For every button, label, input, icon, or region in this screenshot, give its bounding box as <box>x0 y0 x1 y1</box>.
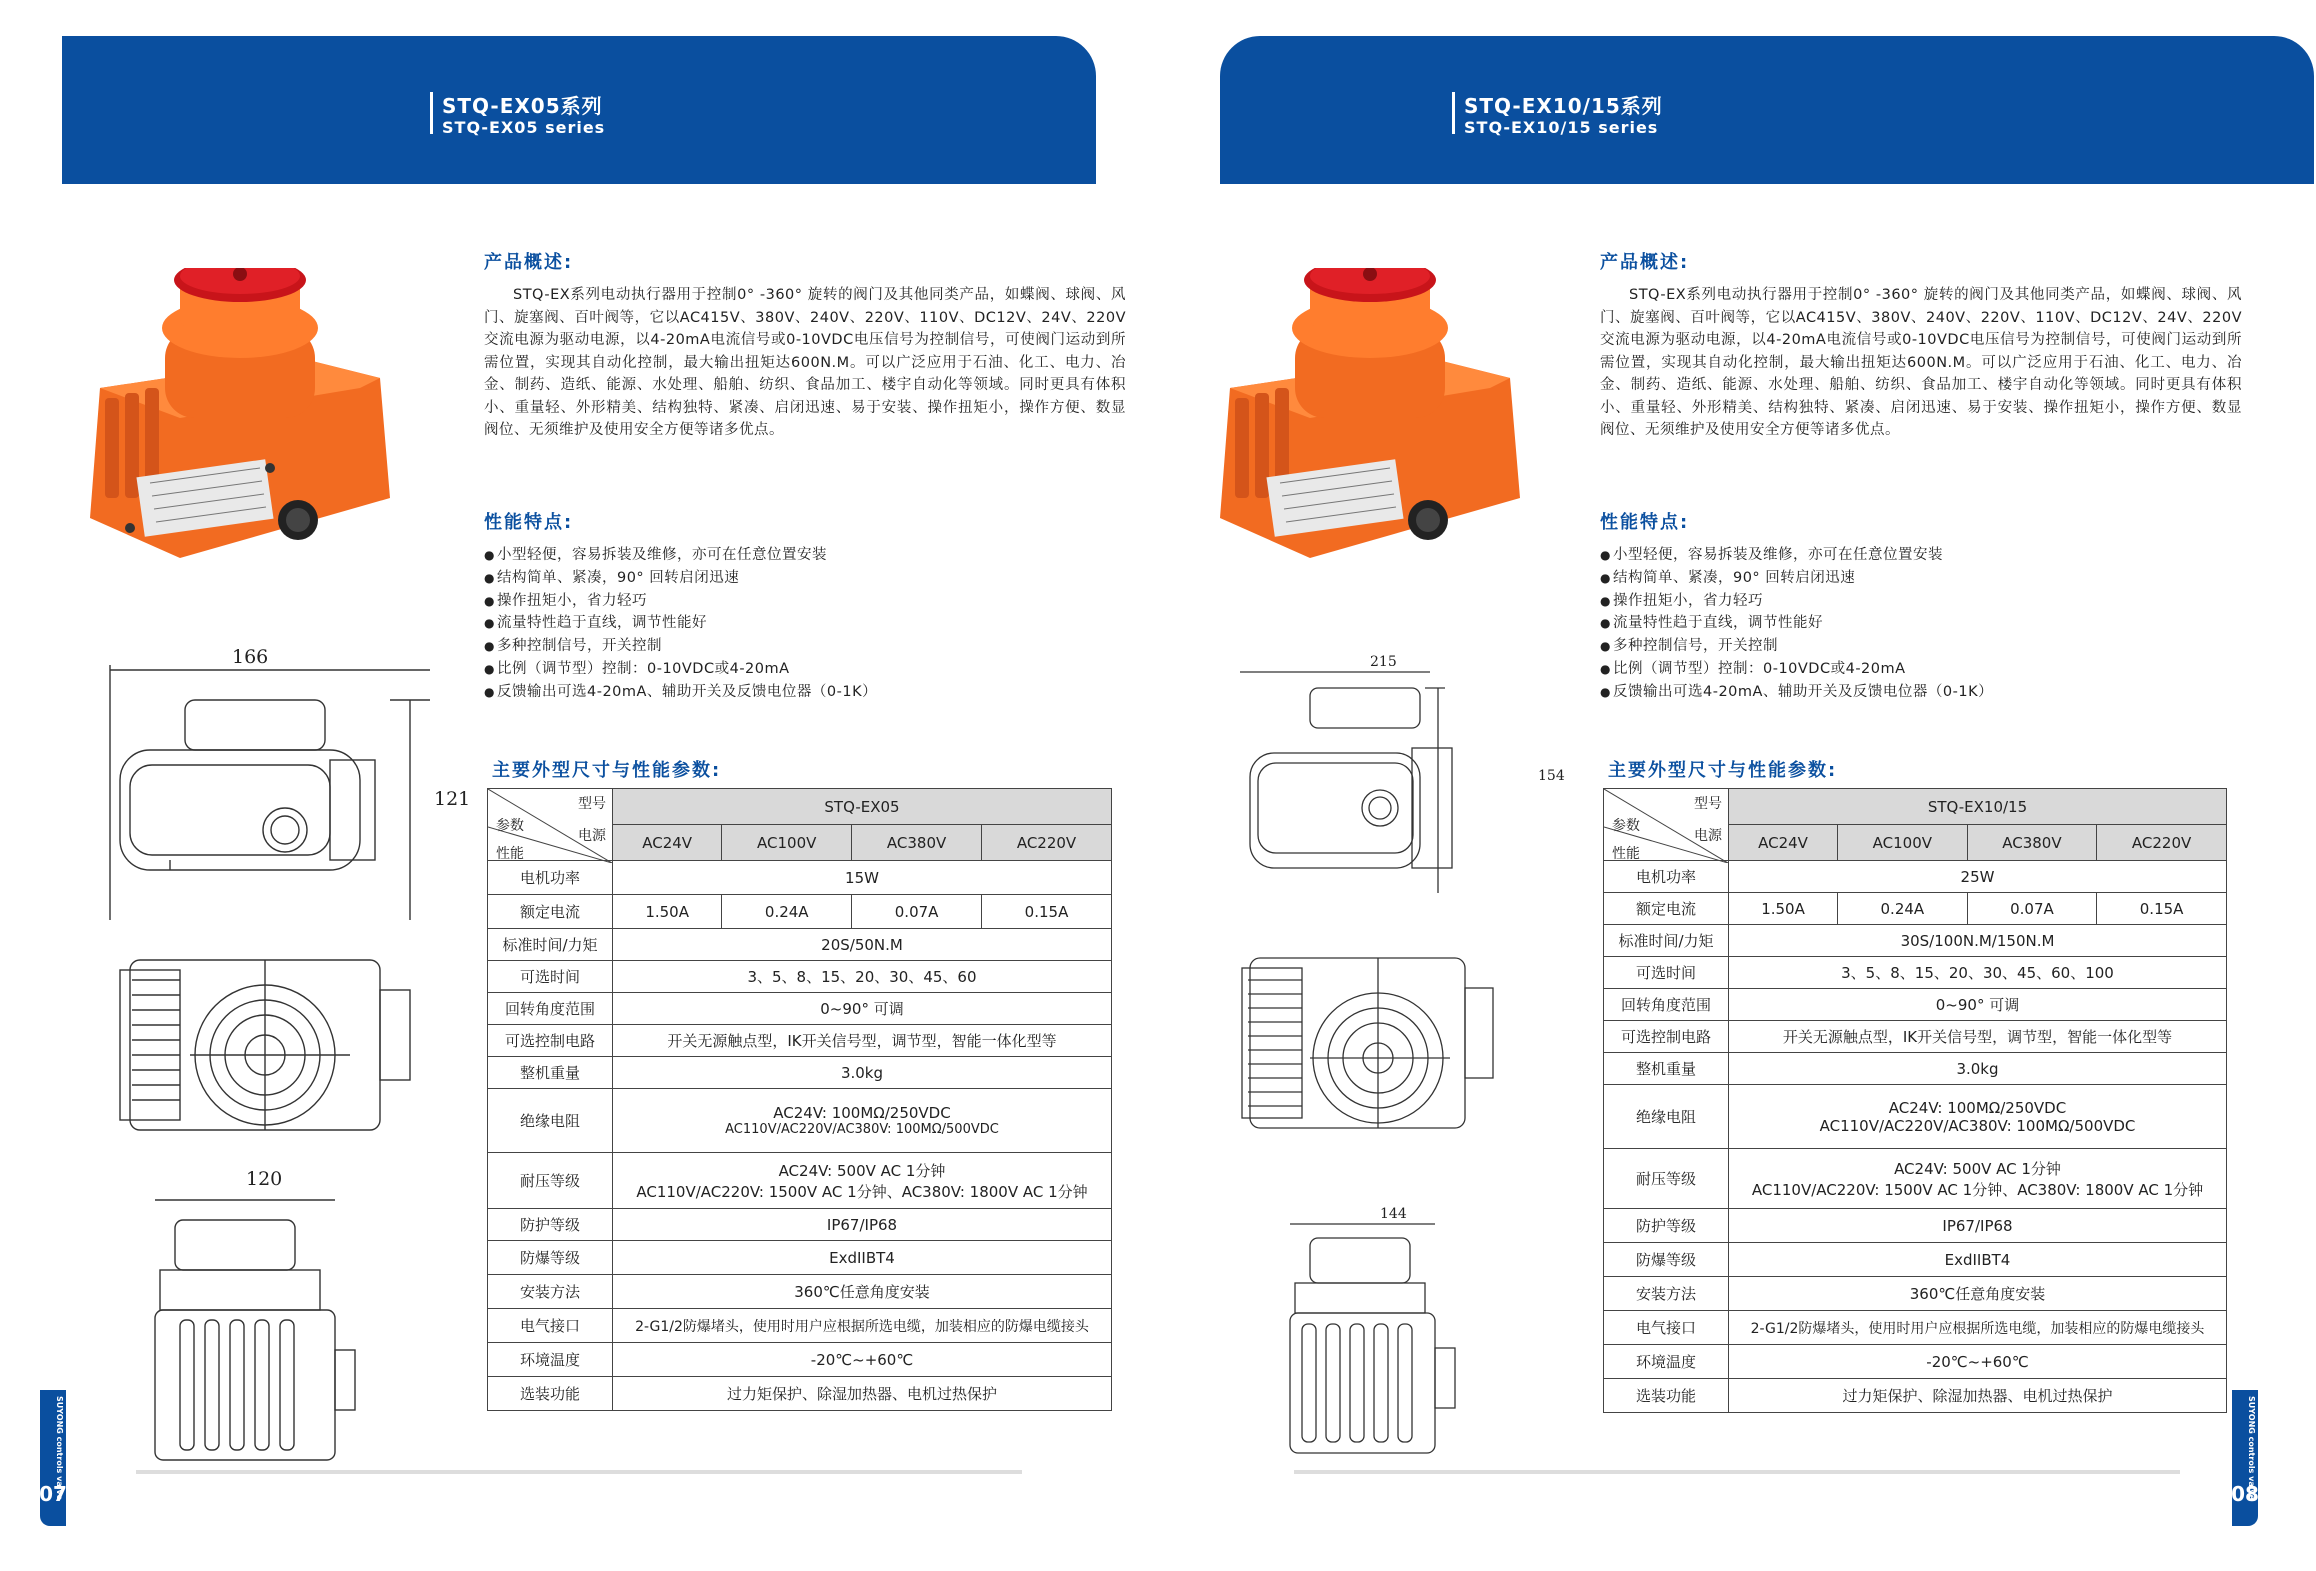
feature-item: ● 小型轻便，容易拆装及维修，亦可在任意位置安装 <box>1600 544 2240 567</box>
actuator-photo <box>80 268 450 568</box>
row-label: 安装方法 <box>1604 1277 1729 1311</box>
row-label: 可选控制电路 <box>1604 1021 1729 1053</box>
feature-item: ● 结构简单、紧凑，90° 回转启闭迅速 <box>1600 567 2240 590</box>
row-value: 0~90° 可调 <box>1729 989 2227 1021</box>
row-value: 360℃任意角度安装 <box>613 1275 1112 1309</box>
dimension-depth-label: 120 <box>246 1168 283 1190</box>
feature-item: ● 小型轻便，容易拆装及维修，亦可在任意位置安装 <box>484 544 1124 567</box>
series-title-cn: STQ-EX05系列 <box>442 94 603 118</box>
row-value-line: AC110V/AC220V/AC380V: 100MΩ/500VDC <box>725 1122 999 1137</box>
row-value: 20S/50N.M <box>613 929 1112 961</box>
footer-rule <box>136 1470 1022 1474</box>
row-label: 整机重量 <box>1604 1053 1729 1085</box>
row-value-multiline <box>1729 1085 2227 1149</box>
feature-item: ● 多种控制信号，开关控制 <box>1600 635 2240 658</box>
row-label: 绝缘电阻 <box>1604 1085 1729 1149</box>
feature-item: ● 操作扭矩小，省力轻巧 <box>484 590 1124 613</box>
feature-list <box>1600 544 2240 704</box>
overview-text: STQ-EX系列电动执行器用于控制0° -360° 旋转的阀门及其他同类产品，如蝶阀、球阀、风门、旋塞阀、百叶阀等，它以AC415V、380V、240V、220V、110V、DC12V、24V、220V交流电源为驱动电源，以4-20mA电流信号或0-10VDC电压信号为控制信号，可使阀门运动到所需位置，实现其自动化控制，最大输出扭矩达600N.M。可以广泛应用于石油、化工、电力、冶金、制药、造纸、能源、水处理、船舶、纺织、食品加工、楼宇自动化等领域。同时更具有体积小、重量轻、外形精美、结构独特、紧凑、启闭迅速、易于安装、操作扭矩小，操作方便、数显阀位、无须维护及使用安全方便等诸多优点。 <box>1600 287 2242 438</box>
row-value: 1.50A <box>1729 893 1838 925</box>
row-value-line: AC110V/AC220V/AC380V: 100MΩ/500VDC <box>1819 1116 2136 1135</box>
feature-item: ● 比例（调节型）控制：0-10VDC或4-20mA <box>484 658 1124 681</box>
row-value: 开关无源触点型，IK开关信号型，调节型，智能一体化型等 <box>1729 1021 2227 1053</box>
row-label: 整机重量 <box>488 1057 613 1089</box>
row-value: 30S/100N.M/150N.M <box>1729 925 2227 957</box>
dimension-height-label: 121 <box>434 788 471 810</box>
row-label: 安装方法 <box>488 1275 613 1309</box>
voltage-header: AC100V <box>1838 825 1968 861</box>
row-label: 可选控制电路 <box>488 1025 613 1057</box>
row-value-line: AC110V/AC220V: 1500V AC 1分钟、AC380V: 1800V AC 1分钟 <box>1751 1180 2204 1199</box>
row-label: 耐压等级 <box>1604 1149 1729 1209</box>
row-value: 0.15A <box>982 895 1112 929</box>
feature-item: ● 反馈输出可选4-20mA、辅助开关及反馈电位器（0-1K） <box>1600 681 2240 704</box>
overview-title: 产品概述: <box>484 252 574 273</box>
row-value: IP67/IP68 <box>1729 1209 2227 1243</box>
row-value: 0~90° 可调 <box>613 993 1112 1025</box>
corner-perf: 性能 <box>1612 846 1640 862</box>
row-value: 开关无源触点型，IK开关信号型，调节型，智能一体化型等 <box>613 1025 1112 1057</box>
page-tab <box>40 1390 66 1526</box>
row-label: 环境温度 <box>1604 1345 1729 1379</box>
dimension-height-label: 154 <box>1538 768 1565 784</box>
table-corner <box>1604 789 1729 861</box>
feature-item: ● 操作扭矩小，省力轻巧 <box>1600 590 2240 613</box>
technical-drawings <box>100 660 440 1500</box>
feature-item: ● 结构简单、紧凑，90° 回转启闭迅速 <box>484 567 1124 590</box>
feature-item: ● 反馈输出可选4-20mA、辅助开关及反馈电位器（0-1K） <box>484 681 1124 704</box>
row-label: 耐压等级 <box>488 1153 613 1209</box>
corner-power: 电源 <box>578 828 606 844</box>
row-value-line: AC24V: 500V AC 1分钟 <box>1894 1159 2061 1178</box>
brand-vertical-text: SUYONG controls valve <box>2247 1396 2256 1501</box>
row-value: 3.0kg <box>613 1057 1112 1089</box>
features-title: 性能特点: <box>484 512 574 533</box>
model-header: STQ-EX05 <box>613 789 1112 825</box>
row-value: -20℃~+60℃ <box>613 1343 1112 1377</box>
row-value: 1.50A <box>613 895 722 929</box>
row-value-line: AC24V: 100MΩ/250VDC <box>1888 1098 2067 1117</box>
model-header: STQ-EX10/15 <box>1729 789 2227 825</box>
brand-vertical-text: SUYONG controls valve <box>55 1396 64 1501</box>
row-value-multiline <box>613 1089 1112 1153</box>
corner-model: 型号 <box>1694 796 1722 812</box>
feature-item: ● 流量特性趋于直线，调节性能好 <box>1600 612 2240 635</box>
feature-item: ● 多种控制信号，开关控制 <box>484 635 1124 658</box>
header-banner <box>62 36 1096 184</box>
corner-model: 型号 <box>578 796 606 812</box>
row-value: 2-G1/2防爆堵头，使用时用户应根据所选电缆，加装相应的防爆电缆接头 <box>613 1309 1112 1343</box>
table-title: 主要外型尺寸与性能参数: <box>1608 760 1838 781</box>
table-title: 主要外型尺寸与性能参数: <box>492 760 722 781</box>
technical-drawings <box>1240 668 1540 1488</box>
header-banner <box>1220 36 2314 184</box>
series-title-en: STQ-EX10/15 series <box>1464 118 1659 137</box>
row-value: 过力矩保护、除湿加热器、电机过热保护 <box>1729 1379 2227 1413</box>
row-label: 可选时间 <box>1604 957 1729 989</box>
dimension-depth-label: 144 <box>1380 1206 1407 1222</box>
overview-text: STQ-EX系列电动执行器用于控制0° -360° 旋转的阀门及其他同类产品，如蝶阀、球阀、风门、旋塞阀、百叶阀等，它以AC415V、380V、240V、220V、110V、DC12V、24V、220V交流电源为驱动电源，以4-20mA电流信号或0-10VDC电压信号为控制信号，可使阀门运动到所需位置，实现其自动化控制，最大输出扭矩达600N.M。可以广泛应用于石油、化工、电力、冶金、制药、造纸、能源、水处理、船舶、纺织、食品加工、楼宇自动化等领域。同时更具有体积小、重量轻、外形精美、结构独特、紧凑、启闭迅速、易于安装、操作扭矩小，操作方便、数显阀位、无须维护及使用安全方便等诸多优点。 <box>484 287 1126 438</box>
row-value-line: AC24V: 100MΩ/250VDC <box>773 1104 951 1122</box>
row-label: 防护等级 <box>488 1209 613 1241</box>
voltage-header: AC380V <box>852 825 982 861</box>
row-label: 额定电流 <box>1604 893 1729 925</box>
series-title-en: STQ-EX05 series <box>442 118 606 137</box>
banner-divider <box>430 92 433 134</box>
row-label: 标准时间/力矩 <box>1604 925 1729 957</box>
table-corner <box>488 789 613 861</box>
voltage-header: AC100V <box>722 825 852 861</box>
row-label: 防护等级 <box>1604 1209 1729 1243</box>
row-label: 可选时间 <box>488 961 613 993</box>
corner-param: 参数 <box>496 818 524 834</box>
dimension-width-label: 215 <box>1370 654 1397 670</box>
overview-title: 产品概述: <box>1600 252 1690 273</box>
corner-power: 电源 <box>1694 828 1722 844</box>
row-label: 绝缘电阻 <box>488 1089 613 1153</box>
row-label: 电机功率 <box>488 861 613 895</box>
dimension-width-label: 166 <box>232 646 269 668</box>
page-tab <box>2232 1390 2258 1526</box>
row-label: 回转角度范围 <box>1604 989 1729 1021</box>
feature-list <box>484 544 1124 704</box>
row-label: 电机功率 <box>1604 861 1729 893</box>
row-label: 电气接口 <box>1604 1311 1729 1345</box>
footer-rule <box>1294 1470 2180 1474</box>
row-value: 0.15A <box>2097 893 2227 925</box>
series-title-cn: STQ-EX10/15系列 <box>1464 94 1663 118</box>
row-label: 额定电流 <box>488 895 613 929</box>
row-label: 标准时间/力矩 <box>488 929 613 961</box>
actuator-photo <box>1210 268 1580 568</box>
row-value: 0.24A <box>1838 893 1968 925</box>
page-number: 07 <box>39 1482 67 1506</box>
corner-param: 参数 <box>1612 818 1640 834</box>
row-label: 回转角度范围 <box>488 993 613 1025</box>
row-label: 防爆等级 <box>488 1241 613 1275</box>
voltage-header: AC24V <box>613 825 722 861</box>
row-label: 防爆等级 <box>1604 1243 1729 1277</box>
voltage-header: AC220V <box>982 825 1112 861</box>
page-right <box>1158 0 2316 1571</box>
corner-perf: 性能 <box>496 846 524 862</box>
page-number: 08 <box>2231 1482 2259 1506</box>
row-value: ExdIIBT4 <box>1729 1243 2227 1277</box>
row-value: 25W <box>1729 861 2227 893</box>
voltage-header: AC24V <box>1729 825 1838 861</box>
spec-table <box>487 788 1112 1411</box>
row-value: ExdIIBT4 <box>613 1241 1112 1275</box>
spec-table <box>1603 788 2227 1413</box>
row-value: 0.24A <box>722 895 852 929</box>
row-value: IP67/IP68 <box>613 1209 1112 1241</box>
row-value: 3、5、8、15、20、30、45、60、100 <box>1729 957 2227 989</box>
row-value: 0.07A <box>852 895 982 929</box>
voltage-header: AC220V <box>2097 825 2227 861</box>
features-title: 性能特点: <box>1600 512 1690 533</box>
voltage-header: AC380V <box>1967 825 2097 861</box>
banner-divider <box>1452 92 1455 134</box>
row-value: 2-G1/2防爆堵头，使用时用户应根据所选电缆，加装相应的防爆电缆接头 <box>1729 1311 2227 1345</box>
row-value-multiline <box>613 1153 1112 1209</box>
row-value: 0.07A <box>1967 893 2097 925</box>
row-label: 选装功能 <box>488 1377 613 1411</box>
row-value-line: AC110V/AC220V: 1500V AC 1分钟、AC380V: 1800V AC 1分钟 <box>636 1182 1088 1201</box>
row-label: 电气接口 <box>488 1309 613 1343</box>
feature-item: ● 流量特性趋于直线，调节性能好 <box>484 612 1124 635</box>
row-value: 过力矩保护、除湿加热器、电机过热保护 <box>613 1377 1112 1411</box>
row-value-line: AC24V: 500V AC 1分钟 <box>778 1161 946 1180</box>
row-label: 选装功能 <box>1604 1379 1729 1413</box>
row-value: -20℃~+60℃ <box>1729 1345 2227 1379</box>
row-value: 360℃任意角度安装 <box>1729 1277 2227 1311</box>
row-label: 环境温度 <box>488 1343 613 1377</box>
feature-item: ● 比例（调节型）控制：0-10VDC或4-20mA <box>1600 658 2240 681</box>
row-value: 15W <box>613 861 1112 895</box>
row-value: 3、5、8、15、20、30、45、60 <box>613 961 1112 993</box>
row-value: 3.0kg <box>1729 1053 2227 1085</box>
row-value-multiline <box>1729 1149 2227 1209</box>
